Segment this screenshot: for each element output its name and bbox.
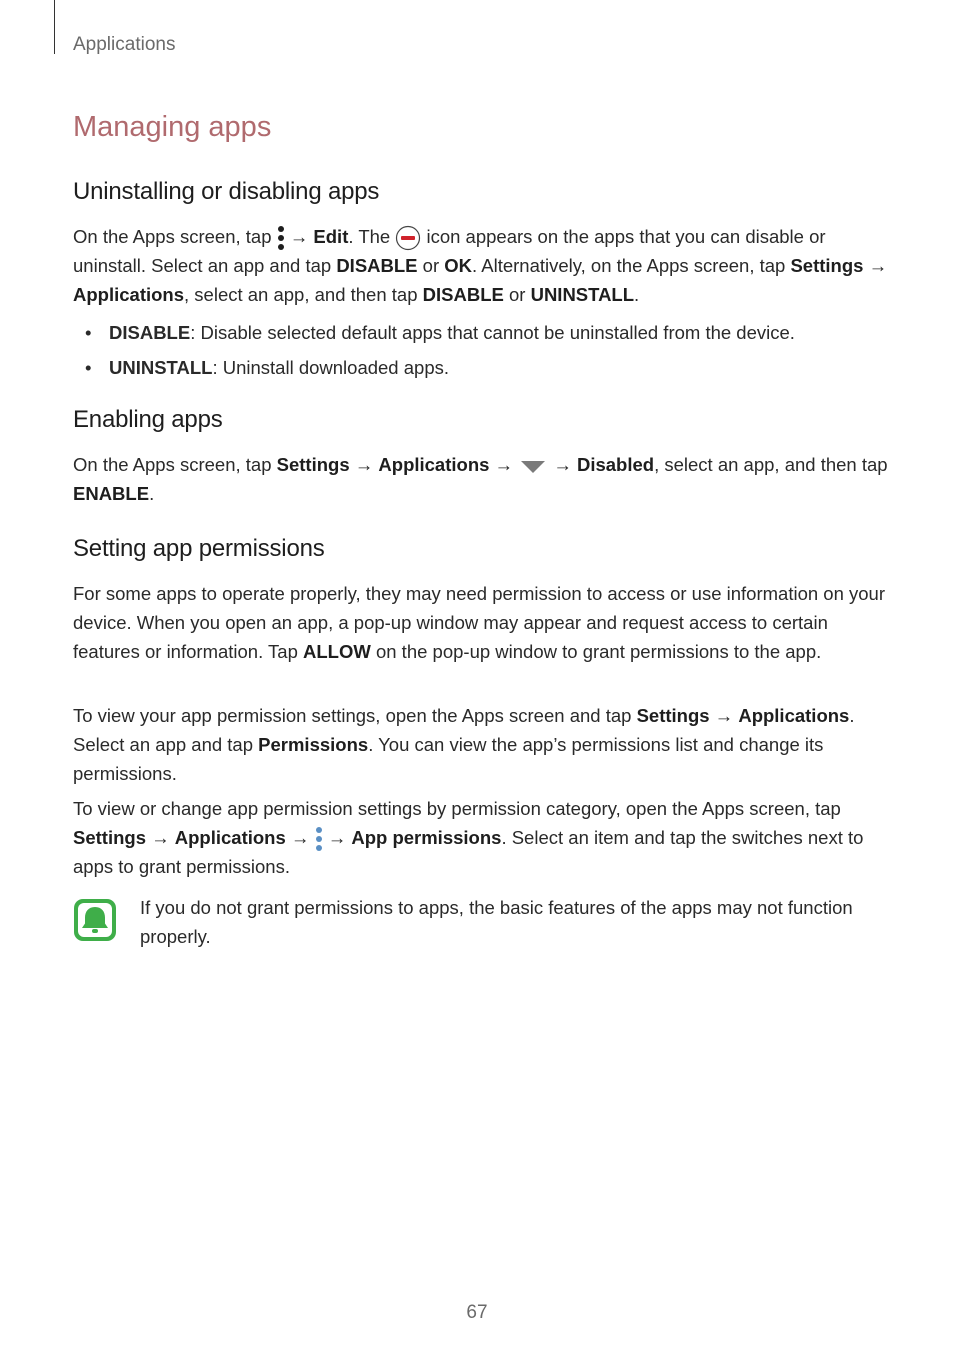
section-heading-permissions: Setting app permissions	[73, 535, 325, 562]
page-number: 67	[466, 1302, 488, 1323]
note-text: If you do not grant permissions to apps, the basic features of the apps may not function properly.	[140, 897, 853, 947]
uninstall-paragraph: On the Apps screen, tap → Edit. The icon appears on the apps that you can disable or uninstall. Select an app and tap DISABLE or OK. Alternatively, on the Apps screen, tap Settings → Applications, select an app, and then tap DISABLE or UNINSTALL.	[73, 226, 888, 306]
more-options-icon	[315, 826, 323, 852]
dropdown-icon	[518, 457, 548, 475]
bullet-dot: •	[85, 322, 92, 343]
header-rule	[54, 0, 55, 54]
permissions-paragraph-1: For some apps to operate properly, they may need permission to access or use information on your device. When you open an app, a pop-up window may appear and request access to certain features or information. Tap ALLOW on the pop-up window to grant permissions to the app.	[73, 583, 886, 662]
bullet-dot: •	[85, 357, 92, 378]
notification-bell-icon	[72, 897, 118, 943]
remove-icon	[395, 225, 421, 251]
permissions-paragraph-3: To view or change app permission settings by permission category, open the Apps screen, tap Settings → Applications → → App permissions. Select an item and tap the switches next to apps to grant permissions.	[73, 798, 864, 878]
running-head: Applications	[73, 34, 176, 55]
enable-paragraph: On the Apps screen, tap Settings → Applications → → Disabled, select an app, and then tap ENABLE.	[73, 454, 888, 504]
more-options-icon	[277, 225, 285, 251]
page-title: Managing apps	[73, 111, 272, 143]
permissions-paragraph-2: To view your app permission settings, open the Apps screen and tap Settings → Applications. Select an app and tap Permissions. You can view the app’s permissions list and change its permissions.	[73, 705, 855, 784]
section-heading-enable: Enabling apps	[73, 406, 223, 433]
section-heading-uninstall: Uninstalling or disabling apps	[73, 178, 380, 205]
